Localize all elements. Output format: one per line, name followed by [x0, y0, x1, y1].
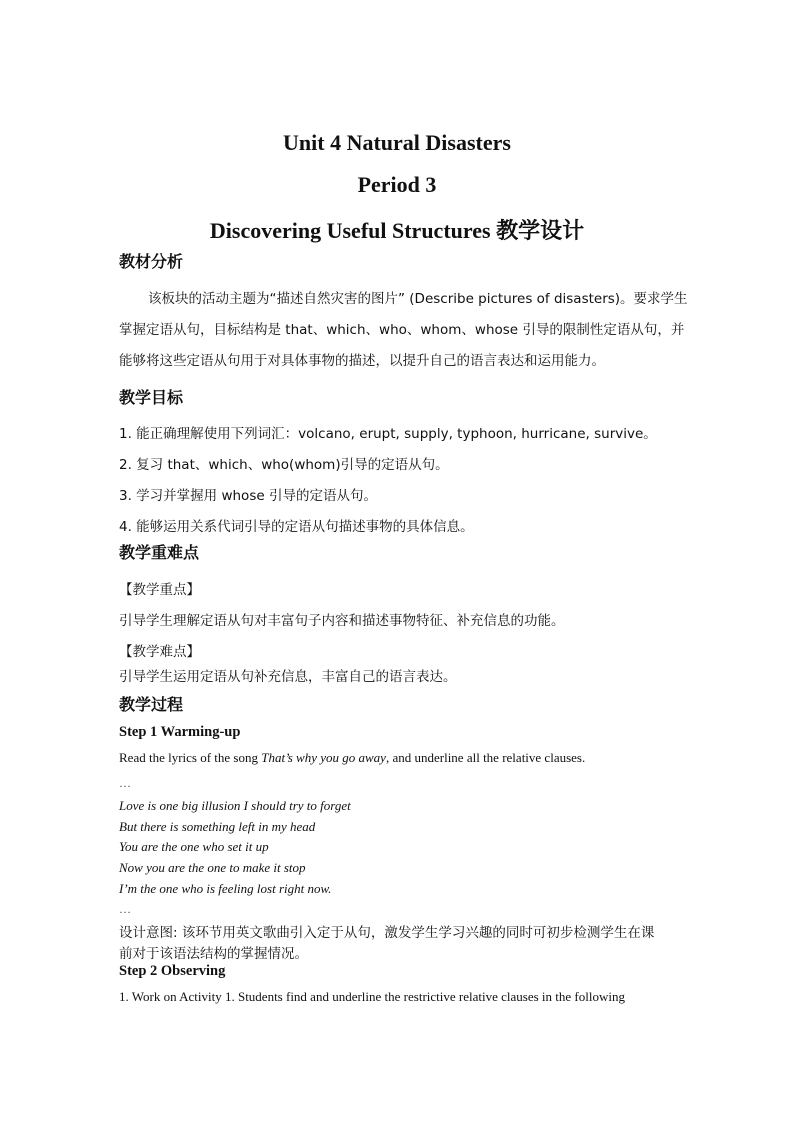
doc-title-line3: Discovering Useful Structures 教学设计 — [209, 218, 585, 243]
doc-title-line1: Unit 4 Natural Disasters — [283, 130, 511, 155]
ellipsis-bottom: … — [119, 902, 131, 916]
design-intent-line2: 前对于该语法结构的掌握情况。 — [119, 946, 308, 962]
step1-intro-a: Read the lyrics of the song — [119, 750, 262, 765]
step1-title: Step 1 Warming-up — [119, 724, 241, 740]
section-heading-objectives: 教学目标 — [119, 388, 184, 407]
lyric-line: Now you are the one to make it stop — [119, 860, 306, 875]
lyric-line: Love is one big illusion I should try to forget — [119, 798, 351, 813]
design-intent-line1: 设计意图: 该环节用英文歌曲引入定于从句，激发学生学习兴趣的同时可初步检测学生在课 — [119, 925, 655, 941]
difficulty-label: 【教学难点】 — [119, 644, 200, 660]
lyric-line: But there is something left in my head — [119, 819, 316, 834]
section-heading-keypoints: 教学重难点 — [119, 543, 200, 562]
section-heading-analysis: 教材分析 — [119, 252, 184, 271]
focus-text: 引导学生理解定语从句对丰富句子内容和描述事物特征、补充信息的功能。 — [119, 613, 565, 629]
objective-item: 1. 能正确理解使用下列词汇：volcano, erupt, supply, typhoon, hurricane, survive。 — [119, 426, 657, 442]
song-title: That’s why you go away — [261, 750, 386, 765]
step2-line1: 1. Work on Activity 1. Students find and underline the restrictive relative clauses in the following — [119, 989, 625, 1004]
lyric-line: I’m the one who is feeling lost right now. — [119, 881, 332, 896]
section-heading-process: 教学过程 — [119, 695, 184, 714]
objective-item: 2. 复习 that、which、who(whom)引导的定语从句。 — [119, 457, 449, 473]
lyric-line: You are the one who set it up — [119, 839, 269, 854]
analysis-paragraph-line3: 能够将这些定语从句用于对具体事物的描述，以提升自己的语言表达和运用能力。 — [119, 353, 605, 369]
objective-item: 4. 能够运用关系代词引导的定语从句描述事物的具体信息。 — [119, 519, 474, 535]
step1-intro — [119, 750, 585, 766]
step1-intro-b: , and underline all the relative clauses. — [385, 750, 586, 765]
step2-title: Step 2 Observing — [119, 963, 226, 979]
analysis-paragraph-line2: 掌握定语从句，目标结构是 that、which、who、whom、whose 引导的限制性定语从句，并 — [119, 322, 685, 338]
doc-title-line2: Period 3 — [357, 172, 437, 197]
analysis-paragraph-line1: 该板块的活动主题为“描述自然灾害的图片” (Describe pictures of disasters)。要求学生 — [148, 291, 688, 307]
focus-label: 【教学重点】 — [119, 582, 200, 598]
difficulty-text: 引导学生运用定语从句补充信息，丰富自己的语言表达。 — [119, 669, 457, 685]
objective-item: 3. 学习并掌握用 whose 引导的定语从句。 — [119, 488, 377, 504]
ellipsis-top: … — [119, 776, 131, 790]
